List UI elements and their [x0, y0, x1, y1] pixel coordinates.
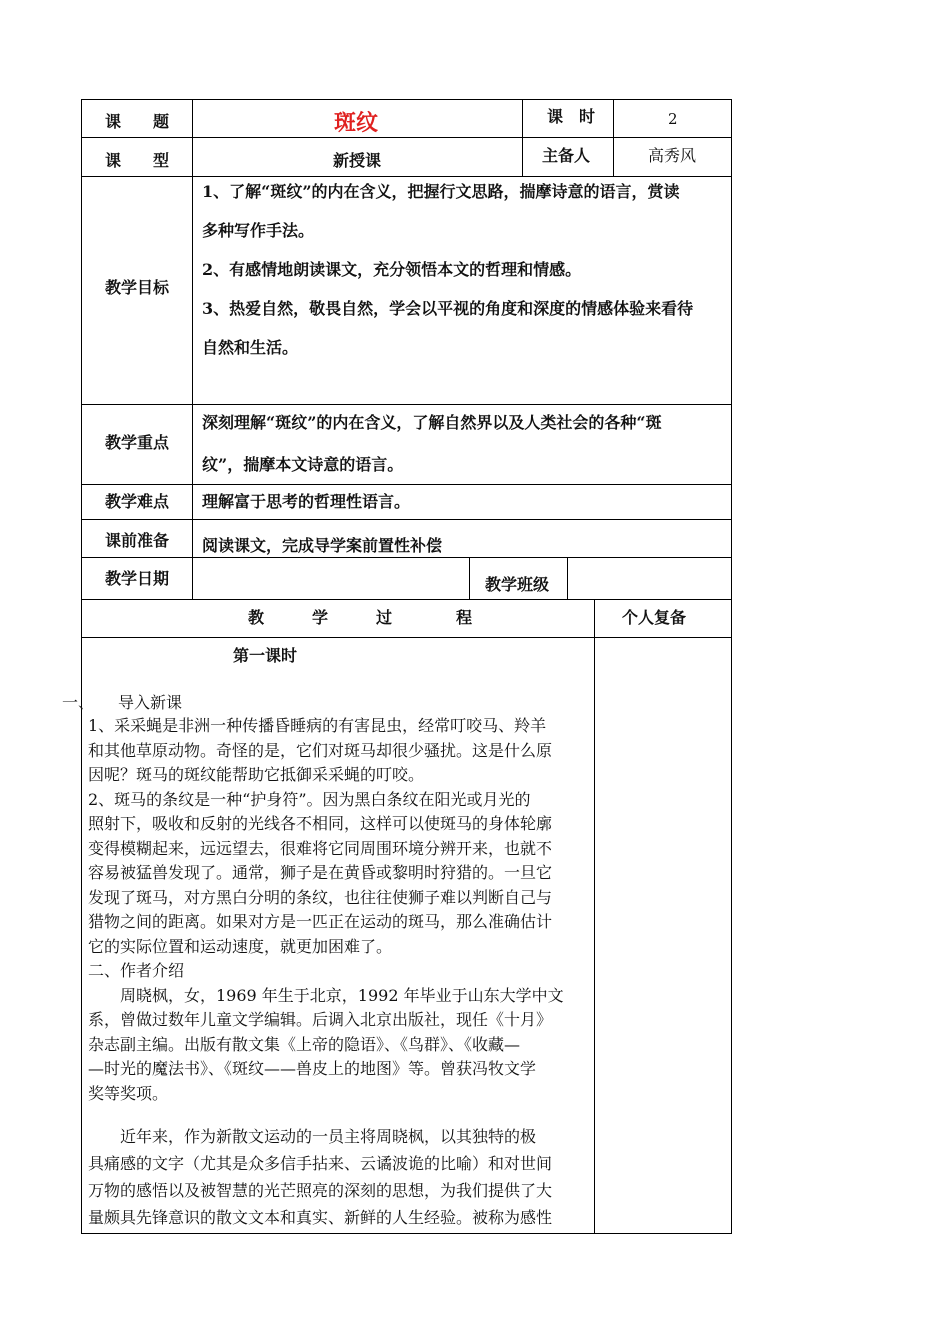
difficulty-value: 理解富于思考的哲理性语言。	[202, 492, 411, 511]
table-left-border	[81, 99, 82, 1233]
text-line: 因呢？斑马的斑纹能帮助它抵御采采蝇的叮咬。	[88, 765, 425, 784]
text-line: 具痛感的文字（尤其是众多信手拈来、云谲波诡的比喻）和对世间	[88, 1154, 553, 1173]
text-line: 近年来，作为新散文运动的一员主将周晓枫，以其独特的极	[120, 1127, 537, 1146]
focus-line: 深刻理解“斑纹”的内在含义，了解自然界以及人类社会的各种“斑	[202, 413, 662, 432]
text-line: 照射下，吸收和反射的光线各不相同，这样可以使斑马的身体轮廓	[88, 814, 553, 833]
topic-label: 课 题	[105, 112, 170, 131]
hours-label: 课 时	[547, 107, 596, 126]
date-label: 教学日期	[105, 569, 170, 588]
focus-content	[202, 402, 724, 486]
personal-review-header: 个人复备	[622, 608, 687, 627]
goal-line: 1、了解“斑纹”的内在含义，把握行文思路，揣摩诗意的语言，赏读	[202, 182, 680, 201]
process-header: 教 学 过 程	[248, 608, 473, 627]
difficulty-label: 教学难点	[105, 492, 170, 511]
focus-label: 教学重点	[105, 433, 170, 452]
process-content	[88, 714, 588, 1106]
text-line: 它的实际位置和运动速度，就更加困难了。	[88, 936, 393, 956]
text-line: 1、采采蝇是非洲一种传播昏睡病的有害昆虫，经常叮咬马、羚羊	[88, 716, 547, 735]
table-bottom-border	[81, 1233, 732, 1234]
column-divider	[613, 99, 614, 176]
goals-content	[202, 172, 724, 367]
text-line: 猎物之间的距离。如果对方是一匹正在运动的斑马，那么准确估计	[88, 912, 553, 931]
goal-line: 3、热爱自然，敬畏自然，学会以平视的角度和深度的情感体验来看待	[202, 299, 694, 318]
hours-value: 2	[668, 110, 678, 128]
column-divider	[469, 557, 470, 599]
section-heading: 二、作者介绍	[88, 961, 185, 980]
row-divider	[81, 137, 732, 138]
text-line: 2、斑马的条纹是一种“护身符”。因为黑白条纹在阳光或月光的	[88, 789, 531, 809]
text-line: 变得模糊起来，远远望去，很难将它同周围环境分辨开来，也就不	[88, 838, 553, 858]
table-top-border	[81, 99, 732, 100]
text-line: 量颇具先锋意识的散文文本和真实、新鲜的人生经验。被称为感性	[88, 1208, 553, 1227]
row-divider	[81, 519, 732, 520]
preparer-value: 高秀风	[648, 146, 697, 165]
text-line: 杂志副主编。出版有散文集《上帝的隐语》、《鸟群》、《收藏—	[88, 1034, 521, 1054]
column-divider	[522, 99, 523, 176]
lesson-title: 斑纹	[334, 110, 379, 136]
column-divider	[567, 557, 568, 599]
goal-line: 2、有感情地朗读课文，充分领悟本文的哲理和情感。	[202, 260, 582, 279]
session-title: 第一课时	[233, 646, 298, 665]
class-label: 教学班级	[485, 575, 550, 594]
intro-heading: 一、 导入新课	[62, 693, 183, 712]
type-label: 课 型	[105, 151, 170, 170]
preparer-label: 主备人	[542, 146, 591, 165]
text-line: 和其他草原动物。奇怪的是，它们对斑马却很少骚扰。这是什么原	[88, 740, 553, 760]
preparation-value: 阅读课文，完成导学案前置性补偿	[202, 536, 443, 555]
goal-line: 自然和生活。	[202, 338, 299, 357]
type-value: 新授课	[333, 151, 382, 170]
text-line: —时光的魔法书》、《斑纹——兽皮上的地图》等。曾获冯牧文学	[88, 1059, 537, 1078]
label-column-divider	[192, 99, 193, 599]
row-divider	[81, 557, 732, 558]
table-right-border	[731, 99, 732, 1233]
text-line: 容易被猛兽发现了。通常，狮子是在黄昏或黎明时狩猎的。一旦它	[88, 863, 553, 882]
goals-label: 教学目标	[105, 278, 170, 297]
goal-line: 多种写作手法。	[202, 221, 315, 240]
text-line: 发现了斑马，对方黑白分明的条纹，也往往使狮子难以判断自己与	[88, 887, 553, 907]
preparation-label: 课前准备	[105, 531, 170, 550]
text-line: 万物的感悟以及被智慧的光芒照亮的深刻的思想，为我们提供了大	[88, 1181, 553, 1200]
text-line: 奖等奖项。	[88, 1083, 169, 1103]
process-content-continued	[88, 1123, 588, 1231]
row-divider	[81, 637, 732, 638]
row-divider	[81, 599, 732, 600]
text-line: 系，曾做过数年儿童文学编辑。后调入北京出版社，现任《十月》	[88, 1010, 553, 1029]
text-line: 周晓枫，女，1969 年生于北京，1992 年毕业于山东大学中文	[120, 985, 564, 1005]
personal-column-divider	[594, 599, 595, 1233]
focus-line: 纹”，揣摩本文诗意的语言。	[202, 455, 404, 474]
